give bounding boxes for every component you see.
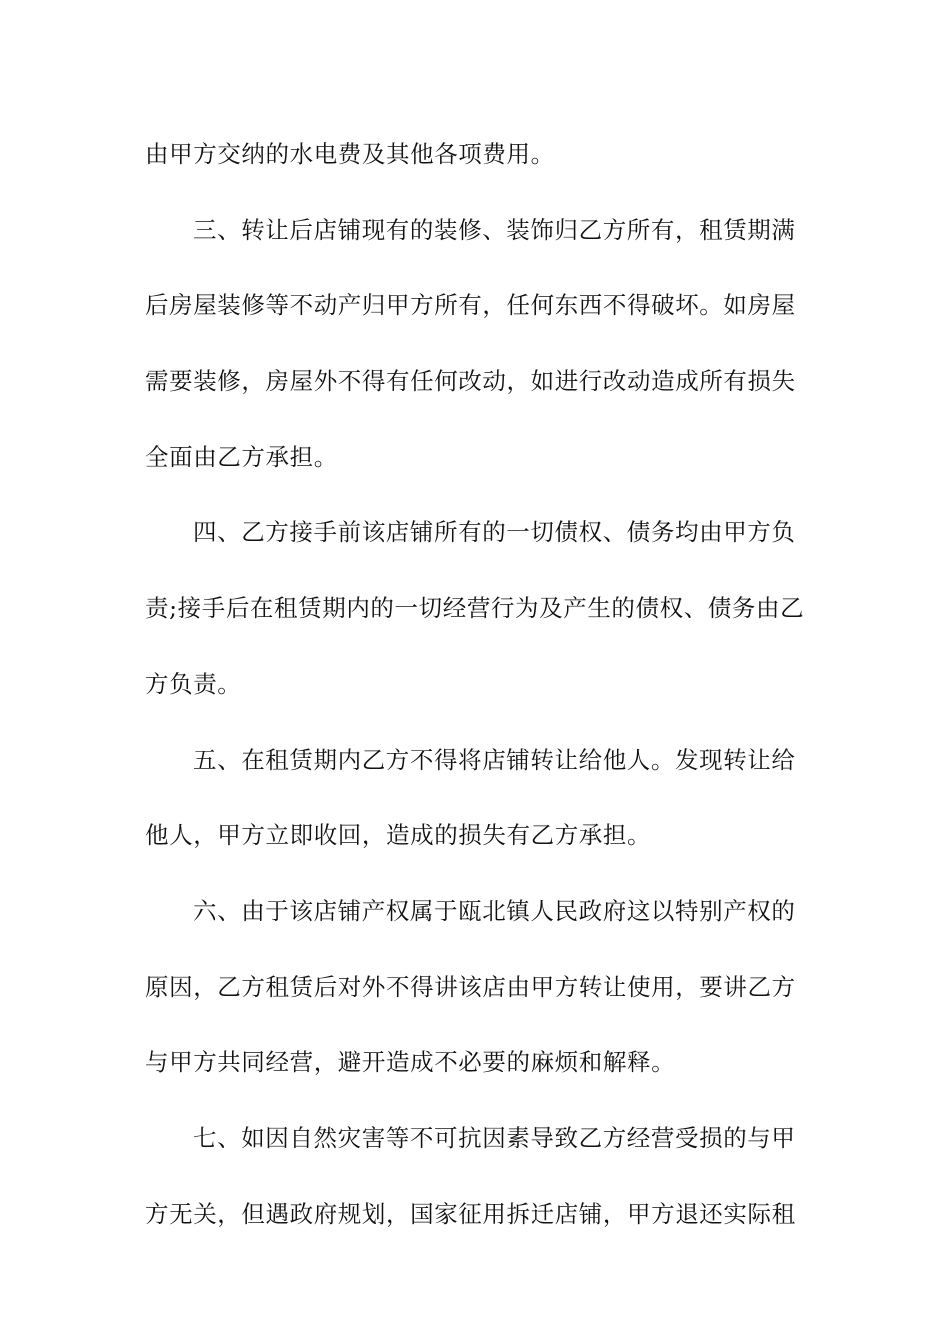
text-line: 全面由乙方承担。 (145, 442, 338, 471)
text-line: 六、由于该店铺产权属于瓯北镇人民政府这以特别产权的 (193, 896, 796, 925)
text-line: 方无关，但遇政府规划，国家征用拆迁店铺，甲方退还实际租 (145, 1199, 796, 1228)
text-line: 五、在租赁期内乙方不得将店铺转让给他人。发现转让给 (193, 745, 796, 774)
text-line: 七、如因自然灾害等不可抗因素导致乙方经营受损的与甲 (193, 1123, 796, 1152)
text-line: 需要装修，房屋外不得有任何改动，如进行改动造成所有损失 (145, 367, 796, 396)
text-line: 三、转让后店铺现有的装修、装饰归乙方所有，租赁期满 (193, 215, 796, 244)
text-line: 与甲方共同经营，避开造成不必要的麻烦和解释。 (145, 1048, 676, 1077)
document-body (145, 131, 805, 1266)
text-line: 方负责。 (145, 669, 242, 698)
text-line: 后房屋装修等不动产归甲方所有，任何东西不得破坏。如房屋 (145, 291, 796, 320)
text-line: 四、乙方接手前该店铺所有的一切债权、债务均由甲方负 (193, 518, 796, 547)
text-line: 责;接手后在租赁期内的一切经营行为及产生的债权、债务由乙 (145, 594, 805, 623)
text-line: 他人，甲方立即收回，造成的损失有乙方承担。 (145, 821, 652, 850)
text-line: 由甲方交纳的水电费及其他各项费用。 (145, 140, 555, 168)
text-line: 原因，乙方租赁后对外不得讲该店由甲方转让使用，要讲乙方 (145, 972, 796, 1001)
